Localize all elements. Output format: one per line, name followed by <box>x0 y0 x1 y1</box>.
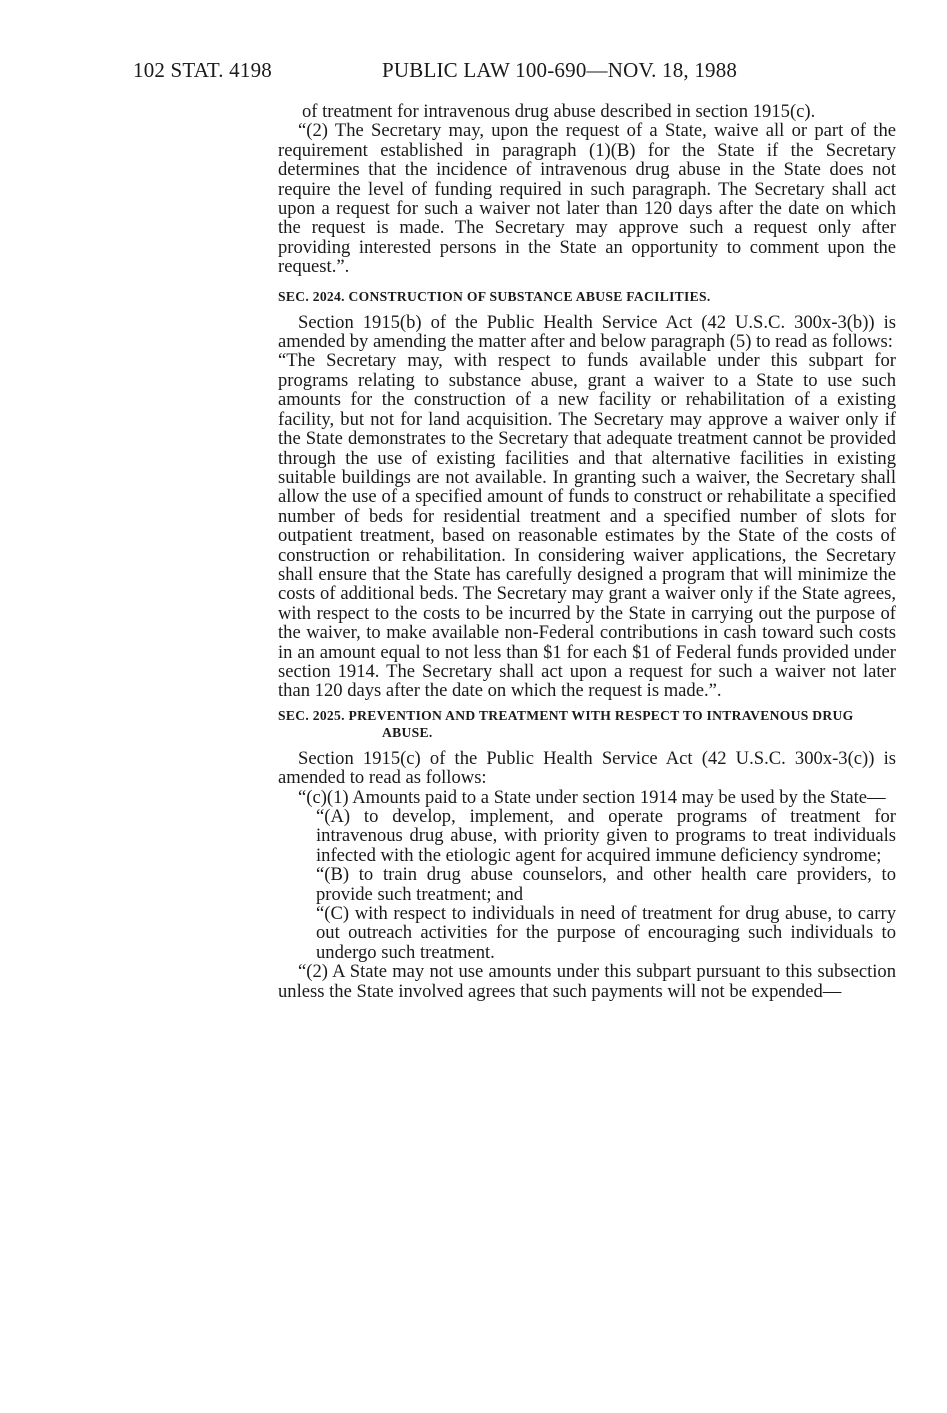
page-body <box>278 102 896 1001</box>
clause-a: “(A) to develop, implement, and operate programs of treatment for intravenous drug abuse, with priority given to programs to treat individuals infected with the etiologic agent for acquired immune deficiency syndrome; <box>316 806 896 866</box>
section-2024-text: “The Secretary may, with respect to funds available under this subpart for programs relating to substance abuse, grant a waiver to a State to use such amounts for the construction of a new facility or rehabilitation of a existing facility, but not for land acquisition. The Secretary may approve a waiver only if the State demonstrates to the Secretary that adequate treatment cannot be provided through the use of existing facilities and that alternative facilities in existing suitable buildings are not available. In granting such a waiver, the Secretary shall allow the use of a specified amount of funds to construct or rehabilitate a specified number of beds for residential treatment and a specified number of slots for outpatient treatment, based on reasonable estimates by the State of the costs of construction or rehabilitation. In considering waiver applications, the Secretary shall ensure that the State has carefully designed a program that will minimize the costs of additional beds. The Secretary may grant a waiver only if the State agrees, with respect to the costs to be incurred by the State in carrying out the purpose of the waiver, to make available non-Federal contributions in cash toward such costs in an amount equal to not less than $1 for each $1 of Federal funds provided under section 1914. The Secretary shall act upon a request for such a waiver not later than 120 days after the date on which the request is made.”. <box>278 350 896 702</box>
continued-paragraph: of treatment for intravenous drug abuse described in section 1915(c). <box>302 101 816 122</box>
subsection-c2: “(2) A State may not use amounts under this subpart pursuant to this subsection unless the State involved agrees that such payments will not be expended— <box>278 961 896 1002</box>
subsection-c1: “(c)(1) Amounts paid to a State under section 1914 may be used by the State— <box>298 786 886 808</box>
running-header <box>0 58 947 84</box>
section-2024-intro: Section 1915(b) of the Public Health Service Act (42 U.S.C. 300x-3(b)) is amended by amending the matter after and below paragraph (5) to read as follows: <box>278 311 896 353</box>
clause-c: “(C) with respect to individuals in need of treatment for drug abuse, to carry out outreach activities for the purpose of encouraging such individuals to undergo such treatment. <box>316 903 896 963</box>
section-2025-intro: Section 1915(c) of the Public Health Service Act (42 U.S.C. 300x-3(c)) is amended to read as follows: <box>278 747 896 789</box>
section-2025-heading: SEC. 2025. PREVENTION AND TREATMENT WITH RESPECT TO INTRAVENOUS DRUG ABUSE. <box>278 707 854 740</box>
public-law-date: PUBLIC LAW 100-690—NOV. 18, 1988 <box>382 58 738 82</box>
clause-b: “(B) to train drug abuse counselors, and other health care providers, to provide such treatment; and <box>316 864 896 905</box>
stat-reference: 102 STAT. 4198 <box>133 58 272 82</box>
section-2024-heading: SEC. 2024. CONSTRUCTION OF SUBSTANCE ABUSE FACILITIES. <box>278 288 711 304</box>
paragraph-2-waiver: “(2) The Secretary may, upon the request of a State, waive all or part of the requirement established in paragraph (1)(B) for the State if the Secretary determines that the incidence of intravenous drug abuse in the State does not require the level of funding required in such paragraph. The Secretary shall act upon a request for such a waiver not later than 120 days after the date on which the request is made. The Secretary may approve such a request only after providing interested persons in the State an opportunity to comment upon the request.”. <box>278 120 896 278</box>
